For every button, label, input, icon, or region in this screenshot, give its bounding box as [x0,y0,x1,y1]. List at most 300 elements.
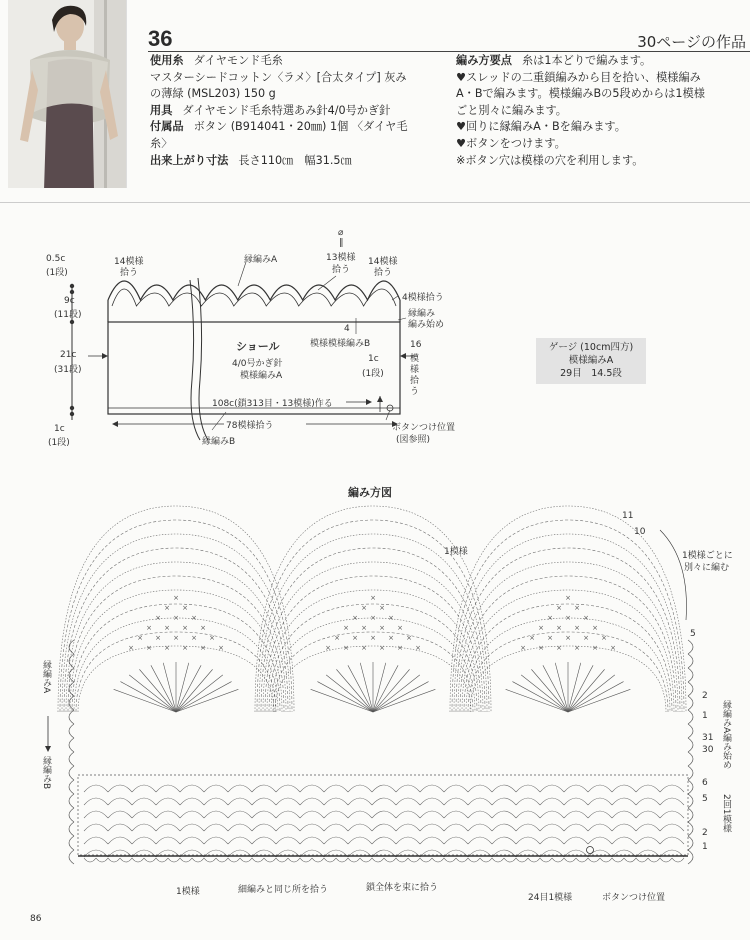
mesh-arch [588,824,612,831]
dim-9c: 9c [64,296,75,306]
mesh-arch [276,824,300,831]
mesh-arch [396,798,420,805]
stitch-mark: × [574,624,580,632]
mesh-arch [132,811,156,818]
mesh-arch [516,798,540,805]
edging-scallop-right [688,850,693,864]
mesh-arch [372,824,396,831]
mesh-arch [396,811,420,818]
mesh-arch [132,837,156,844]
mesh-arch [108,798,132,805]
stitch-mark: × [583,614,589,622]
dim-top-rows: (1段) [46,268,68,278]
mesh-arch [204,785,228,792]
button-position: ボタンつけ位置 [392,423,456,433]
edging-scallop-left [69,766,74,780]
stitch-mark: × [182,624,188,632]
gauge-line-1: ゲージ (10cm四方) [548,342,634,353]
mesh-arch [612,824,636,831]
edging-scallop-left [69,710,74,724]
stitch-mark: × [155,614,161,622]
edging-scallop-left [69,752,74,766]
edging-start-2: 編み始め [408,320,445,330]
mesh-arch [660,837,684,844]
mesh-arch [492,824,516,831]
instructions-line-3: ごと別々に編みます。 [456,103,567,117]
stitch-mark: × [583,634,589,642]
row-number-6: 6 [702,778,708,788]
right-note-2: 別々に編む [684,563,730,573]
mesh-arch [276,837,300,844]
mesh-arch [612,798,636,805]
edging-scallop-left [69,696,74,710]
bottom-scallop [468,858,480,862]
stitch-mark: × [388,614,394,622]
dim-21c: 21c [60,350,77,360]
mesh-arch [300,837,324,844]
right-16-d: 拾 [410,376,420,386]
mesh-arch [372,798,396,805]
mesh-arch [156,837,180,844]
mesh-arch [252,798,276,805]
bottom-scallop [576,858,588,862]
yarn-line-2: の薄緑 (MSL203) 150 g [150,87,276,101]
bottom-scallop [432,858,444,862]
bottom-scallop [480,858,492,862]
edging-scallop-right [688,780,693,794]
mesh-arch [324,798,348,805]
mesh-arch [108,824,132,831]
bottom-scallop [168,858,180,862]
mesh-arch [324,785,348,792]
mesh-arch [636,785,660,792]
bottom-scallop [216,858,228,862]
row-number-5a: 5 [690,629,696,639]
bottom-scallop [588,858,600,862]
mesh-arch [228,811,252,818]
fan-spoke [521,675,568,712]
mesh-arch [228,785,252,792]
mesh-arch [300,811,324,818]
chart-one-motif-top: 1模様 [444,547,468,557]
mesh-arch [348,798,372,805]
stitch-mark: × [334,634,340,642]
dim-bottom-rows: (1段) [48,438,70,448]
mesh-arch [348,837,372,844]
mesh-arch [300,824,324,831]
bottom-scallop [540,858,552,862]
mesh-arch [228,837,252,844]
edging-scallop-left [69,780,74,794]
stitch-mark: × [574,644,580,652]
stitch-mark: × [610,644,616,652]
mesh-arch [588,798,612,805]
mesh-arch [204,837,228,844]
page-number: 86 [30,914,42,924]
mesh-arch [564,811,588,818]
mesh-arch [204,811,228,818]
shawl-title: ショール [236,340,280,353]
mesh-arch [444,785,468,792]
stitch-mark: × [415,644,421,652]
bottom-scallop [384,858,396,862]
mesh-arch [372,785,396,792]
mesh-arch [84,785,108,792]
fan-spoke [373,675,420,712]
mesh-arch [156,811,180,818]
mesh-arch [396,837,420,844]
stitch-mark: × [538,644,544,652]
mesh-arch [156,785,180,792]
tools-label: 用具 [150,103,173,117]
stitch-mark: × [361,624,367,632]
mesh-arch [132,824,156,831]
gauge-line-2: 模様編みA [568,355,614,366]
bottom-scallop [360,858,372,862]
mesh-arch [420,811,444,818]
left-edging-b: 縁編みB [41,756,51,790]
foundation-label: 108c(鎖313目・13模様)作る [212,399,333,409]
mesh-arch [228,798,252,805]
mesh-arch [540,824,564,831]
stitch-mark: × [370,594,376,602]
instructions-line-4: ♥回りに縁編みA・Bを編みます。 [456,120,626,134]
mesh-arch [324,837,348,844]
page-reference: 30ページの作品 [637,33,746,51]
stitch-mark: × [370,614,376,622]
mesh-arch [444,811,468,818]
stitch-mark: × [565,594,571,602]
stitch-mark: × [361,604,367,612]
stitch-mark: × [529,634,535,642]
stitch-mark: × [155,634,161,642]
mesh-arch [300,785,324,792]
stitch-mark: × [164,644,170,652]
stitch-mark: × [200,624,206,632]
stitch-mark: × [182,604,188,612]
dim-bottom: 1c [54,424,65,434]
mesh-arch [84,798,108,805]
bottom-scallop [240,858,252,862]
bottom-scallop [120,858,132,862]
edging-scallop-right [688,738,693,752]
mesh-arch [180,837,204,844]
stitch-mark: × [343,624,349,632]
edging-start-1: 縁編み [408,309,436,319]
bottom-scallop [504,858,516,862]
bottom-scallop [420,858,432,862]
pattern-b-label: 模様模様編みB [310,339,371,349]
stitch-mark: × [379,644,385,652]
mesh-arch [132,785,156,792]
mesh-arch [468,824,492,831]
edging-scallop-left [69,724,74,738]
stitch-mark: × [200,644,206,652]
instructions-line-1: ♥スレッドの二重鎖編みから目を拾い、模様編み [456,70,701,84]
mesh-arch [324,824,348,831]
mesh-arch [252,811,276,818]
mesh-arch [636,824,660,831]
mesh-arch [444,837,468,844]
bottom-scallop [144,858,156,862]
right-16-e: う [410,387,420,397]
stitch-mark: × [592,624,598,632]
mesh-arch [324,811,348,818]
mesh-arch [540,785,564,792]
gauge-line-3: 29目 14.5段 [560,368,622,379]
mesh-arch [84,824,108,831]
notions-line-1: ボタン (B914041・20㎜) 1個 〈ダイヤ毛 [193,120,408,134]
right-16-c: 様 [410,365,420,375]
right-note-1: 1模様ごとに [682,551,733,561]
bottom-scallop [324,858,336,862]
stitch-mark: × [379,624,385,632]
stitch-mark: × [173,614,179,622]
mesh-arch [372,837,396,844]
bottom-scallop [408,858,420,862]
mesh-arch [492,798,516,805]
mesh-arch [516,824,540,831]
edging-scallop-right [688,668,693,682]
mesh-arch [468,785,492,792]
stitch-mark: × [128,644,134,652]
button-position-icon [587,847,594,854]
mesh-arch [588,811,612,818]
bottom-one-motif: 1模様 [176,887,200,897]
stitch-mark: × [361,644,367,652]
mesh-arch [492,811,516,818]
bottom-scallop [492,858,504,862]
fan-spoke [568,675,615,712]
mesh-arch [252,785,276,792]
bottom-scallop [180,858,192,862]
edging-scallop-left [69,850,74,864]
mesh-arch [276,798,300,805]
mesh-arch [564,824,588,831]
bottom-same-place: 細編みと同じ所を拾う [238,885,329,895]
bottom-scallop [600,858,612,862]
bottom-scallop [552,858,564,862]
row-number-10: 10 [634,527,646,537]
edging-scallop-right [688,836,693,850]
bottom-button-position: ボタンつけ位置 [602,893,666,903]
row-number-5b: 5 [702,794,708,804]
chart-title: 編み方図 [348,486,392,499]
bottom-scallop [660,858,672,862]
bottom-scallop [84,858,96,862]
fan-spoke [176,675,223,712]
stitch-mark: × [182,644,188,652]
notions-line-2: 糸〉 [150,136,173,150]
mesh-arch [420,798,444,805]
mesh-arch [444,798,468,805]
stitch-mark: × [173,634,179,642]
bottom-scallop [624,858,636,862]
stitch-mark: × [388,634,394,642]
bottom-24-stitches: 24目1模様 [528,893,573,903]
edging-scallop-right [688,822,693,836]
edging-scallop-right [688,808,693,822]
instructions-line-5: ♥ボタンをつけます。 [456,136,566,150]
bottom-scallop [228,858,240,862]
bottom-scallop [156,858,168,862]
bottom-scallop [396,858,408,862]
stitch-mark: × [397,644,403,652]
bottom-scallop [204,858,216,862]
hook-size: 4/0号かぎ針 [232,359,283,369]
bottom-scallop [336,858,348,862]
bottom-scallop [516,858,528,862]
mesh-arch [372,811,396,818]
bottom-scallop [288,858,300,862]
dim-21c-rows: (31段) [54,365,82,375]
mesh-arch [276,811,300,818]
edging-scallop-right [688,654,693,668]
edging-scallop-right [688,794,693,808]
row-number-1b: 1 [702,842,708,852]
mesh-arch [612,837,636,844]
mesh-arch [348,811,372,818]
mesh-arch [660,811,684,818]
stitch-mark: × [191,634,197,642]
mesh-arch [396,824,420,831]
instructions-line-6: ※ボタン穴は模様の穴を利用します。 [456,153,644,167]
right-vertical-b: 2回1模様 [721,794,731,833]
bottom-scallop [132,858,144,862]
row-number-2a: 2 [702,691,708,701]
mesh-arch [612,785,636,792]
yarn-line-1: マスターシードコットン〈ラメ〉[合太タイプ] 灰み [150,70,407,84]
fan-spoke [129,675,176,712]
mesh-arch [636,798,660,805]
bottom-scallop [96,858,108,862]
bottom-scallop [648,858,660,862]
center-pickup: 13模様 [326,253,356,263]
bottom-scallop [564,858,576,862]
stitch-mark: × [556,624,562,632]
stitch-mark: × [164,624,170,632]
stitch-mark: × [173,594,179,602]
mesh-arch [540,811,564,818]
mesh-arch [540,837,564,844]
stitch-mark: × [574,604,580,612]
bottom-78-pickup: 78模様拾う [226,421,274,431]
mesh-arch [108,785,132,792]
right-pickup: 14模様 [368,257,398,267]
reference-figure: (図参照) [396,435,431,445]
pattern-b-number: 4 [344,324,350,334]
right-pickup-2: 拾う [374,268,393,278]
mesh-arch [84,811,108,818]
yarn-label: 使用糸 [150,54,184,67]
stitch-mark: × [164,604,170,612]
row-number-30: 30 [702,745,714,755]
mesh-arch [180,785,204,792]
mesh-arch [564,837,588,844]
bottom-scallop [444,858,456,862]
stitch-mark: × [565,614,571,622]
mesh-arch [204,824,228,831]
mesh-arch [228,824,252,831]
edging-scallop-right [688,752,693,766]
fan-spoke [326,675,373,712]
mesh-arch [156,824,180,831]
stitch-mark: × [547,634,553,642]
mesh-arch [132,798,156,805]
mesh-arch [516,811,540,818]
center-pickup-eq: ‖ [339,238,344,248]
stitch-mark: × [547,614,553,622]
stitch-mark: × [601,634,607,642]
stitch-mark: × [352,634,358,642]
mesh-arch [492,837,516,844]
pattern-number: 36 [148,26,173,51]
stitch-mark: × [379,604,385,612]
mesh-arch [300,798,324,805]
mesh-arch [588,785,612,792]
yarn-brand: ダイヤモンド毛糸 [193,54,283,67]
row-number-1a: 1 [702,711,708,721]
bottom-scallop [252,858,264,862]
edging-b-label: 縁編みB [202,437,236,447]
right-16-a: 16 [410,340,422,350]
bottom-scallop [300,858,312,862]
dim-top: 0.5c [46,254,66,264]
stitch-mark: × [592,644,598,652]
edging-scallop-right [688,696,693,710]
left-edging-a: 縁編みA [41,660,51,694]
right-vertical-a: 縁編みA編み始め [721,700,731,770]
tools-text: ダイヤモンド毛糸特選あみ針4/0号かぎ針 [182,103,391,117]
stitch-mark: × [520,644,526,652]
row-number-11: 11 [622,511,634,521]
stitch-mark: × [556,644,562,652]
edging-scallop-right [688,710,693,724]
mesh-arch [564,798,588,805]
stitch-mark: × [556,604,562,612]
mesh-arch [348,785,372,792]
mesh-arch [84,837,108,844]
mesh-arch [468,837,492,844]
stitch-mark: × [538,624,544,632]
mesh-arch [636,811,660,818]
mesh-arch [180,798,204,805]
bottom-scallop [276,858,288,862]
bottom-scallop [312,858,324,862]
edging-a-label: 縁編みA [244,255,278,265]
right-16-b: 模 [410,354,420,364]
mesh-arch [180,824,204,831]
mesh-arch [516,837,540,844]
mesh-arch [276,785,300,792]
stitch-mark: × [146,644,152,652]
notions-label: 付属品 [150,120,184,134]
stitch-mark: × [325,644,331,652]
bottom-scallop [636,858,648,862]
bottom-scallop [456,858,468,862]
stitch-mark: × [397,624,403,632]
stitch-mark: × [191,614,197,622]
center-pickup-2: 拾う [332,265,351,275]
mesh-arch [444,824,468,831]
size-label: 出来上がり寸法 [150,153,229,167]
mesh-arch [636,837,660,844]
mesh-arch [252,837,276,844]
bottom-scallop [672,858,684,862]
mesh-arch [156,798,180,805]
mesh-arch [420,785,444,792]
bottom-scallop [372,858,384,862]
